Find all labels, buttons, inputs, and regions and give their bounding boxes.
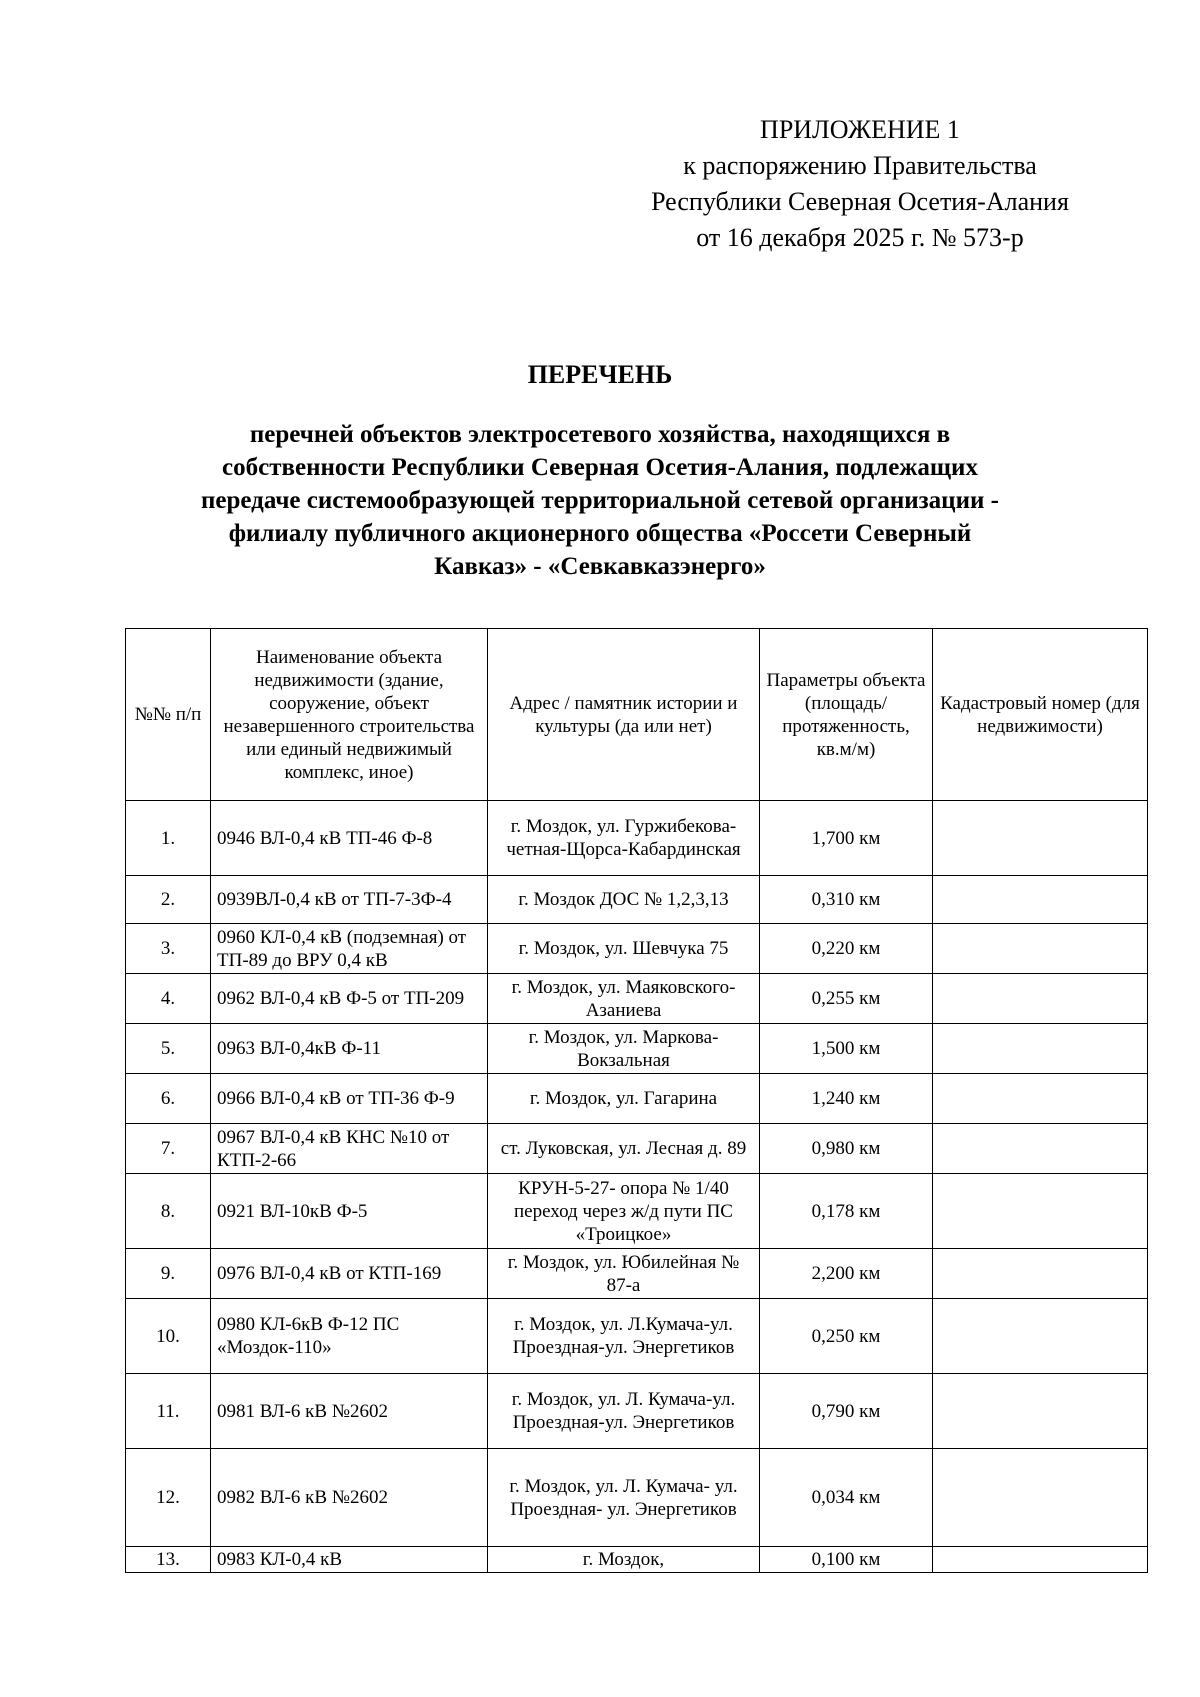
- row-cadastral: [933, 1074, 1148, 1124]
- row-object-name: 0980 КЛ-6кВ Ф-12 ПС «Моздок-110»: [211, 1299, 488, 1374]
- row-cadastral: [933, 1374, 1148, 1449]
- row-parameter: 0,178 км: [760, 1174, 933, 1249]
- row-parameter: 1,500 км: [760, 1024, 933, 1074]
- row-number: 13.: [126, 1547, 211, 1573]
- subtitle-line: собственности Республики Северная Осетия-Алания, подлежащих: [222, 454, 978, 481]
- subtitle-line: Кавказ» - «Севкавказэнерго»: [434, 553, 766, 580]
- table-row: [126, 801, 1148, 876]
- header-object-name: Наименование объекта недвижимости (здание, сооружение, объект незавершенного строительства или единый недвижимый комплекс, иное): [211, 629, 488, 801]
- row-object-name: 0962 ВЛ-0,4 кВ Ф-5 от ТП-209: [211, 974, 488, 1024]
- table-row: [126, 1299, 1148, 1374]
- row-address: г. Моздок, ул. Маяковского-Азаниева: [488, 974, 760, 1024]
- row-number: 11.: [126, 1374, 211, 1449]
- table-row: [126, 876, 1148, 924]
- row-object-name: 0967 ВЛ-0,4 кВ КНС №10 от КТП-2-66: [211, 1124, 488, 1174]
- row-cadastral: [933, 974, 1148, 1024]
- row-number: 6.: [126, 1074, 211, 1124]
- table-row: [126, 1024, 1148, 1074]
- subtitle-line: передаче системообразующей территориальной сетевой организации -: [201, 487, 999, 514]
- table-row: [126, 974, 1148, 1024]
- row-parameter: 0,980 км: [760, 1124, 933, 1174]
- row-cadastral: [933, 1547, 1148, 1573]
- appendix-header: [600, 112, 1120, 256]
- header-address: Адрес / памятник истории и культуры (да или нет): [488, 629, 760, 801]
- row-parameter: 0,310 км: [760, 876, 933, 924]
- document-title: ПЕРЕЧЕНЬ: [527, 360, 673, 389]
- row-parameter: 0,250 км: [760, 1299, 933, 1374]
- row-number: 7.: [126, 1124, 211, 1174]
- row-parameter: 0,220 км: [760, 924, 933, 974]
- row-parameter: 0,100 км: [760, 1547, 933, 1573]
- row-address: г. Моздок, ул. Юбилейная № 87-а: [488, 1249, 760, 1299]
- table-row: [126, 1374, 1148, 1449]
- document-subtitle: [150, 418, 1050, 583]
- row-address: КРУН-5-27- опора № 1/40 переход через ж/д пути ПС «Троицкое»: [488, 1174, 760, 1249]
- row-cadastral: [933, 801, 1148, 876]
- row-object-name: 0966 ВЛ-0,4 кВ от ТП-36 Ф-9: [211, 1074, 488, 1124]
- row-address: г. Моздок, ул. Шевчука 75: [488, 924, 760, 974]
- row-address: г. Моздок,: [488, 1547, 760, 1573]
- row-address: г. Моздок ДОС № 1,2,3,13: [488, 876, 760, 924]
- row-parameter: 0,034 км: [760, 1449, 933, 1547]
- row-cadastral: [933, 1449, 1148, 1547]
- row-object-name: 0939ВЛ-0,4 кВ от ТП-7-3Ф-4: [211, 876, 488, 924]
- row-parameter: 0,790 км: [760, 1374, 933, 1449]
- appendix-title: ПРИЛОЖЕНИЕ 1: [760, 115, 960, 144]
- row-number: 2.: [126, 876, 211, 924]
- row-cadastral: [933, 924, 1148, 974]
- row-address: г. Моздок, ул. Л.Кумача-ул. Проездная-ул. Энергетиков: [488, 1299, 760, 1374]
- row-object-name: 0960 КЛ-0,4 кВ (подземная) от ТП-89 до ВРУ 0,4 кВ: [211, 924, 488, 974]
- row-object-name: 0946 ВЛ-0,4 кВ ТП-46 Ф-8: [211, 801, 488, 876]
- row-number: 10.: [126, 1299, 211, 1374]
- table-row: [126, 1174, 1148, 1249]
- table-row: [126, 1547, 1148, 1573]
- row-cadastral: [933, 1299, 1148, 1374]
- row-number: 9.: [126, 1249, 211, 1299]
- row-parameter: 1,700 км: [760, 801, 933, 876]
- row-number: 12.: [126, 1449, 211, 1547]
- row-address: г. Моздок, ул. Гагарина: [488, 1074, 760, 1124]
- row-object-name: 0921 ВЛ-10кВ Ф-5: [211, 1174, 488, 1249]
- row-object-name: 0963 ВЛ-0,4кВ Ф-11: [211, 1024, 488, 1074]
- header-number: №№ п/п: [126, 629, 211, 801]
- row-address: г. Моздок, ул. Л. Кумача-ул. Проездная-ул. Энергетиков: [488, 1374, 760, 1449]
- header-cadastral: Кадастровый номер (для недвижимости): [933, 629, 1148, 801]
- row-cadastral: [933, 1174, 1148, 1249]
- header-parameters: Параметры объекта (площадь/ протяженность, кв.м/м): [760, 629, 933, 801]
- row-parameter: 1,240 км: [760, 1074, 933, 1124]
- row-cadastral: [933, 1024, 1148, 1074]
- row-parameter: 0,255 км: [760, 974, 933, 1024]
- appendix-ref-line: к распоряжению Правительства: [683, 151, 1037, 180]
- row-parameter: 2,200 км: [760, 1249, 933, 1299]
- appendix-date-number: от 16 декабря 2025 г. № 573-р: [696, 223, 1024, 252]
- row-object-name: 0981 ВЛ-6 кВ №2602: [211, 1374, 488, 1449]
- row-number: 1.: [126, 801, 211, 876]
- row-number: 8.: [126, 1174, 211, 1249]
- subtitle-line: перечней объектов электросетевого хозяйства, находящихся в: [249, 421, 951, 448]
- table-row: [126, 924, 1148, 974]
- row-object-name: 0976 ВЛ-0,4 кВ от КТП-169: [211, 1249, 488, 1299]
- table-header-row: [126, 629, 1148, 801]
- table-row: [126, 1124, 1148, 1174]
- table-row: [126, 1449, 1148, 1547]
- subtitle-line: филиалу публичного акционерного общества «Россети Северный: [228, 520, 972, 547]
- table-row: [126, 1074, 1148, 1124]
- row-number: 5.: [126, 1024, 211, 1074]
- row-address: г. Моздок, ул. Л. Кумача- ул. Проездная- ул. Энергетиков: [488, 1449, 760, 1547]
- row-cadastral: [933, 1124, 1148, 1174]
- row-cadastral: [933, 1249, 1148, 1299]
- row-cadastral: [933, 876, 1148, 924]
- row-number: 3.: [126, 924, 211, 974]
- objects-table: [125, 628, 1148, 1573]
- row-object-name: 0982 ВЛ-6 кВ №2602: [211, 1449, 488, 1547]
- row-number: 4.: [126, 974, 211, 1024]
- appendix-government-line: Республики Северная Осетия-Алания: [651, 187, 1069, 216]
- row-address: г. Моздок, ул. Маркова-Вокзальная: [488, 1024, 760, 1074]
- row-address: ст. Луковская, ул. Лесная д. 89: [488, 1124, 760, 1174]
- table-row: [126, 1249, 1148, 1299]
- row-address: г. Моздок, ул. Гуржибекова-четная-Щорса-Кабардинская: [488, 801, 760, 876]
- row-object-name: 0983 КЛ-0,4 кВ: [211, 1547, 488, 1573]
